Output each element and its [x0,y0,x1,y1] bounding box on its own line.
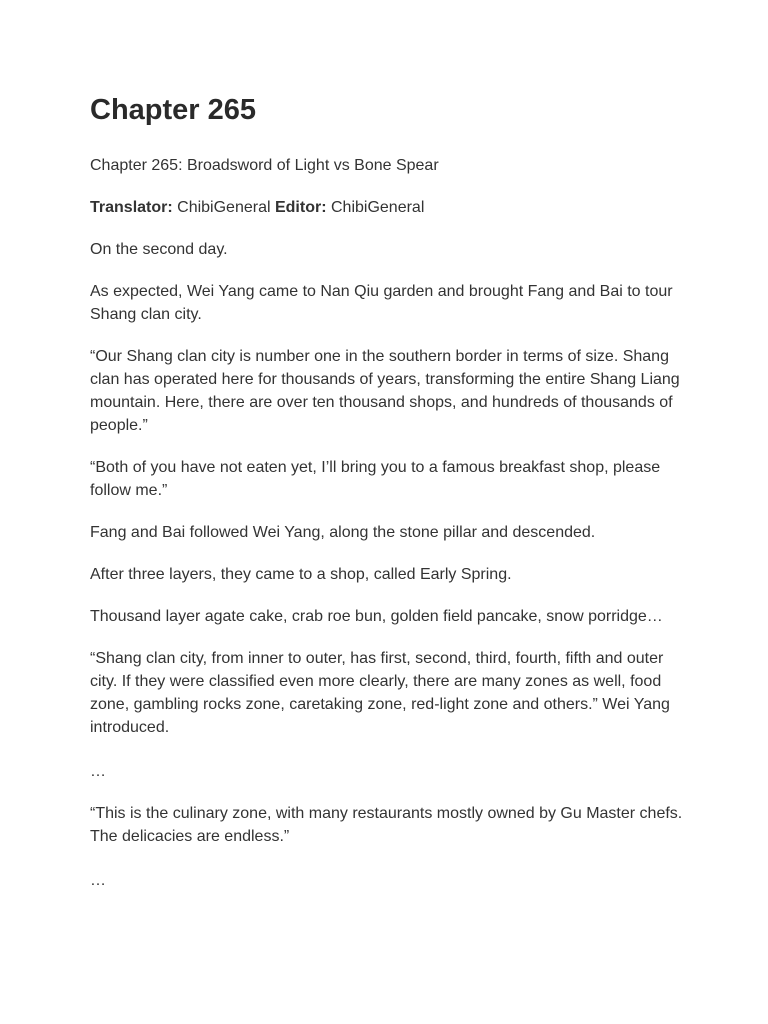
chapter-article [90,88,690,911]
paragraph: Fang and Bai followed Wei Yang, along the stone pillar and descended. [90,524,596,541]
credits-line [90,196,690,219]
paragraph: Thousand layer agate cake, crab roe bun, golden field pancake, snow porridge… [90,608,663,625]
scene-break: … [90,763,106,780]
chapter-subtitle: Chapter 265: Broadsword of Light vs Bone Spear [90,157,439,174]
scene-break: … [90,872,106,889]
paragraph: “Our Shang clan city is number one in the southern border in terms of size. Shang clan has operated here for thousands of years, transforming the entire Shang Liang mountain. Here, there are over ten thousand shops, and hundreds of thousands of people.” [90,348,680,434]
editor-name: ChibiGeneral [330,199,425,216]
editor-label: Editor: [274,199,327,216]
chapter-heading: Chapter 265 [90,94,257,126]
paragraph: “This is the culinary zone, with many restaurants mostly owned by Gu Master chefs. The delicacies are endless.” [90,805,683,845]
paragraph: “Both of you have not eaten yet, I’ll bring you to a famous breakfast shop, please follow me.” [90,459,661,499]
paragraph: As expected, Wei Yang came to Nan Qiu garden and brought Fang and Bai to tour Shang clan city. [90,283,673,323]
translator-name: ChibiGeneral [177,199,271,216]
paragraph: On the second day. [90,241,228,258]
paragraph: “Shang clan city, from inner to outer, has first, second, third, fourth, fifth and outer city. If they were classified even more clearly, there are many zones as well, food zone, gambling rocks zone, caretaking zone, red-light zone and others.” Wei Yang introduced. [90,650,670,736]
paragraph: After three layers, they came to a shop, called Early Spring. [90,566,512,583]
translator-label: Translator: [90,199,173,216]
